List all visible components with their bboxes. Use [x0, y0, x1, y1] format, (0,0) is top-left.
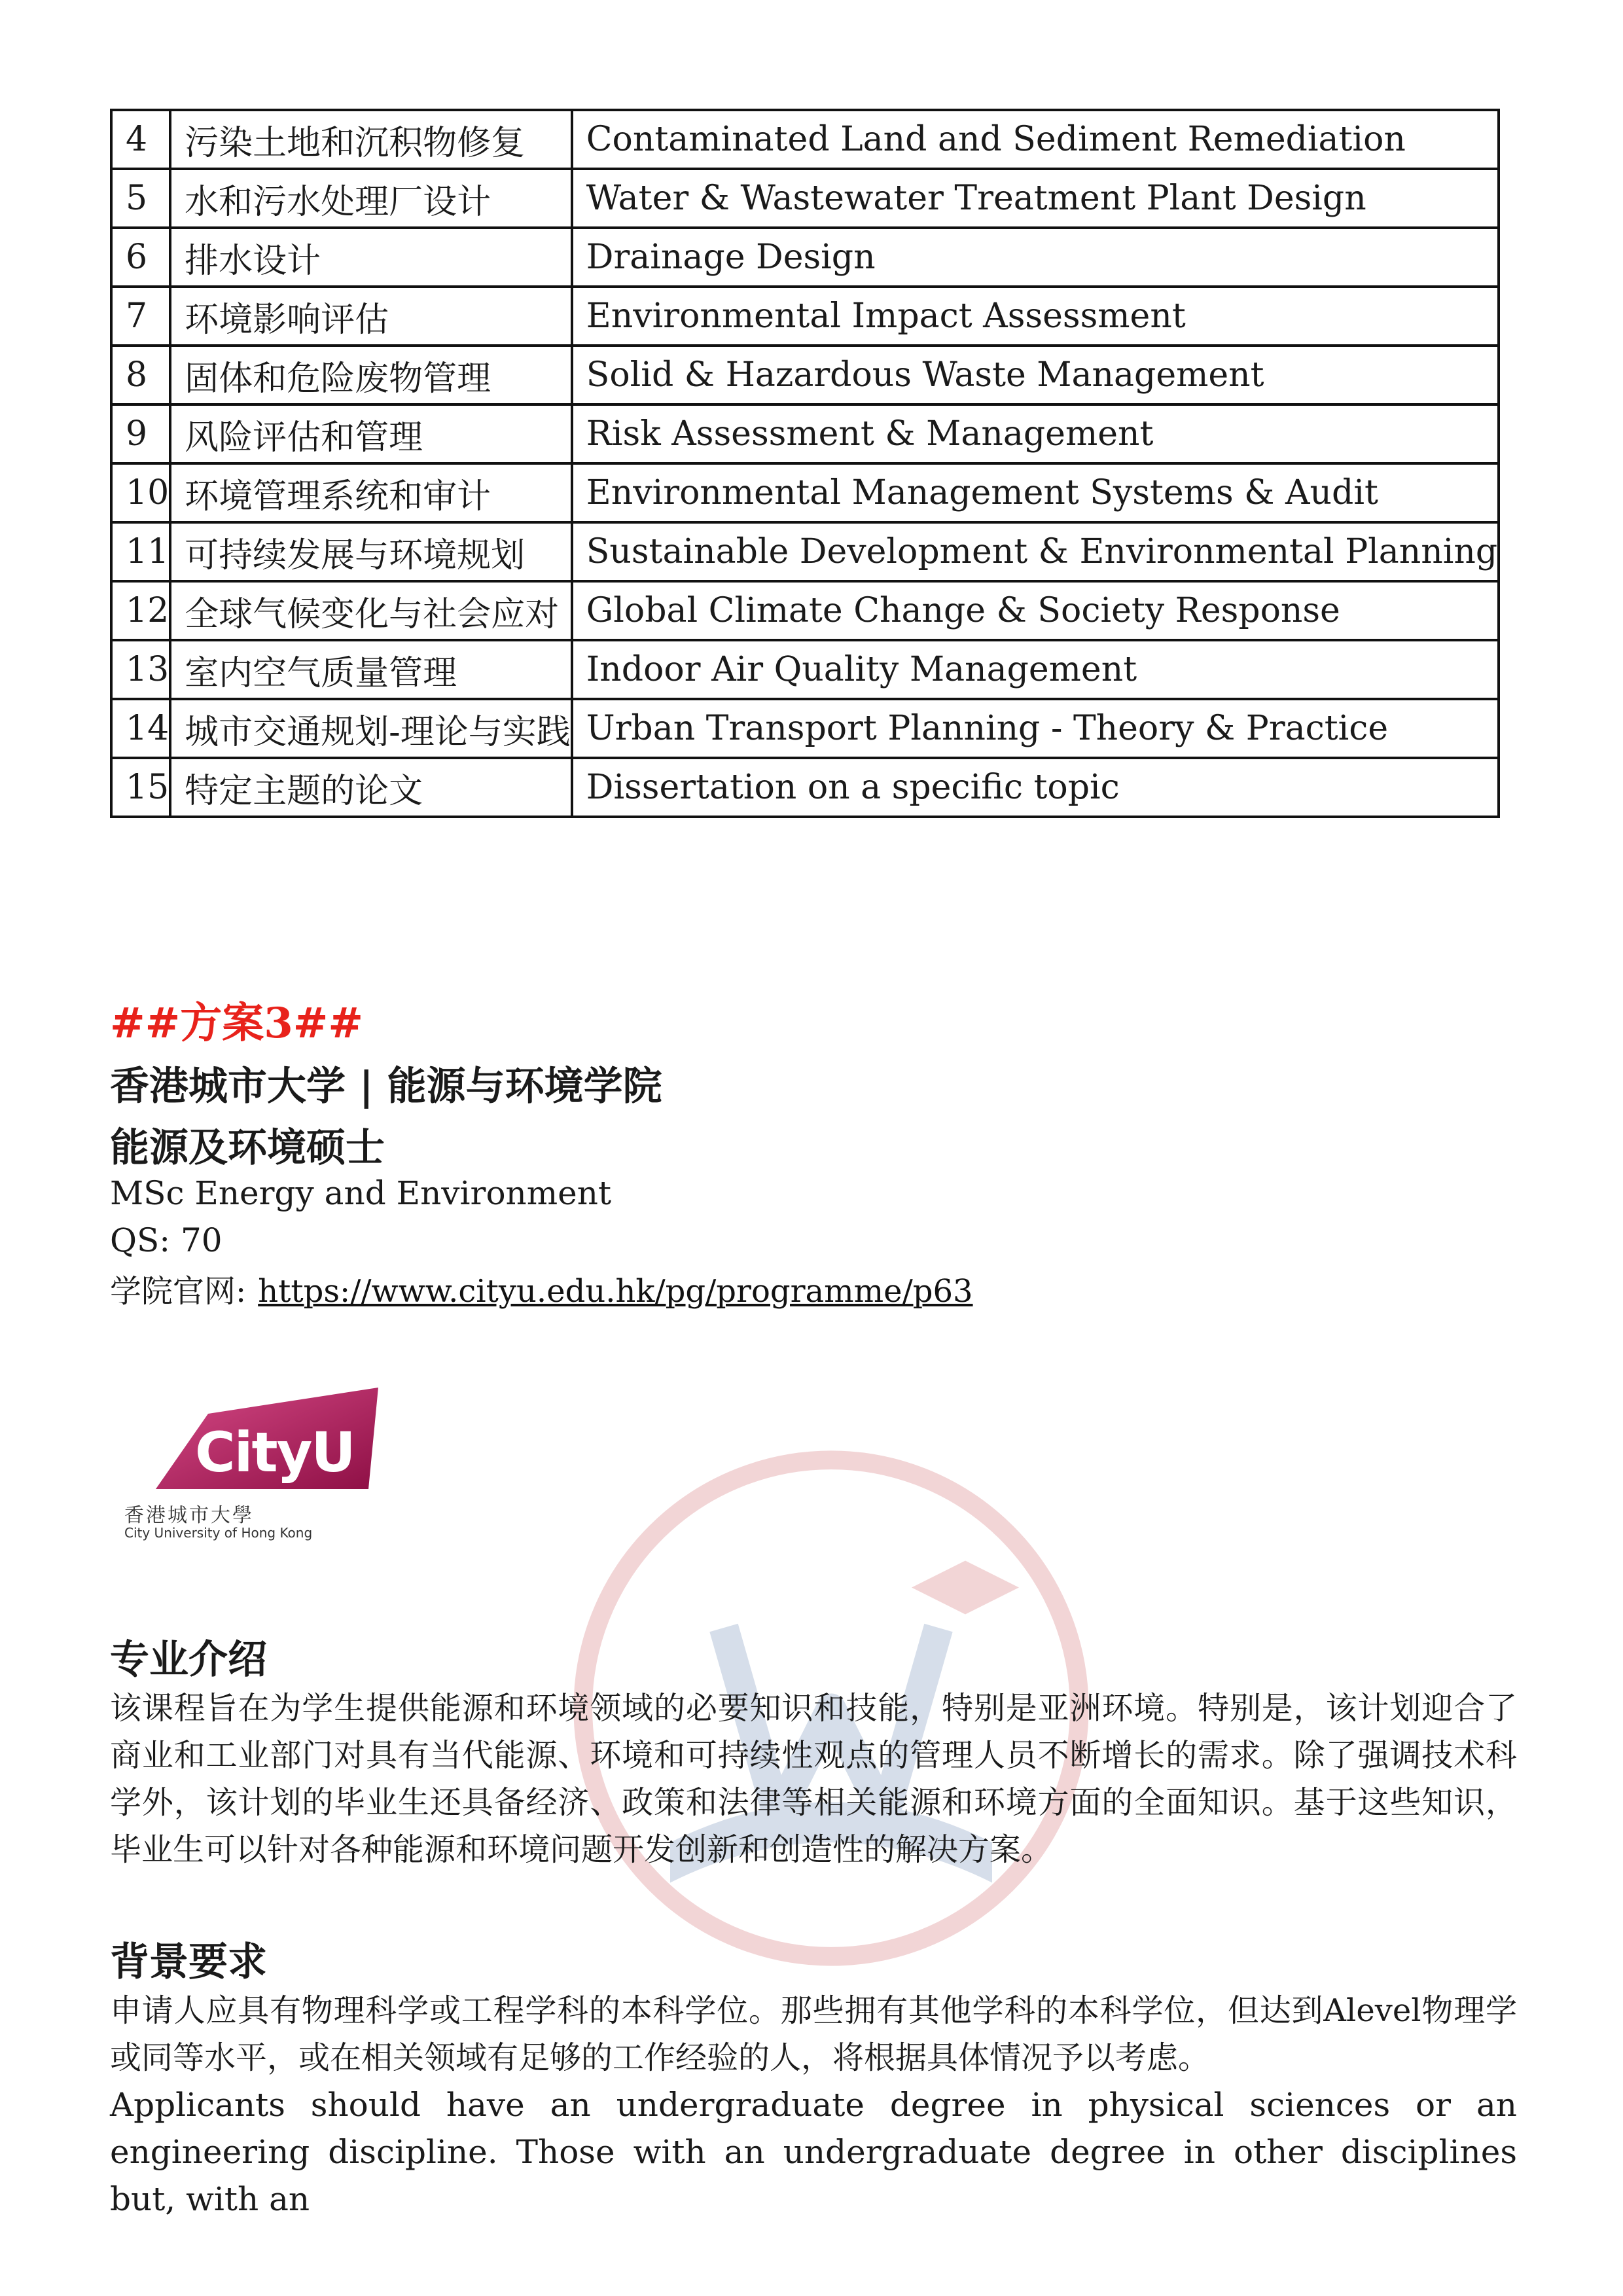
course-name-en: Dissertation on a specific topic [572, 758, 1499, 817]
table-row [111, 287, 1499, 346]
course-number: 6 [111, 228, 170, 287]
logo-word: CityU [195, 1420, 355, 1484]
university-title: 香港城市大学 | 能源与环境学院 [110, 1064, 662, 1109]
plan-heading: ##方案3## [110, 999, 364, 1048]
course-name-zh: 水和污水处理厂设计 [170, 169, 572, 228]
course-name-en: Environmental Management Systems & Audit [572, 463, 1499, 522]
course-name-zh: 环境管理系统和审计 [170, 463, 572, 522]
background-text-zh: 申请人应具有物理科学或工程学科的本科学位。那些拥有其他学科的本科学位，但达到Alevel物理学或同等水平，或在相关领域有足够的工作经验的人，将根据具体情况予以考虑。 [110, 1992, 1517, 2076]
course-name-zh: 室内空气质量管理 [170, 640, 572, 699]
table-row [111, 110, 1499, 169]
course-name-zh: 环境影响评估 [170, 287, 572, 346]
table-row [111, 581, 1499, 640]
course-name-zh: 城市交通规划-理论与实践 [170, 699, 572, 758]
table-row [111, 228, 1499, 287]
course-name-en: Global Climate Change & Society Response [572, 581, 1499, 640]
background-heading: 背景要求 [110, 1939, 267, 1985]
course-number: 5 [111, 169, 170, 228]
table-row [111, 463, 1499, 522]
course-name-zh: 全球气候变化与社会应对 [170, 581, 572, 640]
intro-text: 该课程旨在为学生提供能源和环境领域的必要知识和技能，特别是亚洲环境。特别是，该计划迎合了商业和工业部门对具有当代能源、环境和可持续性观点的管理人员不断增长的需求。除了强调技术科学外，该计划的毕业生还具备经济、政策和法律等相关能源和环境方面的全面知识。基于这些知识，毕业生可以针对各种能源和环境问题开发创新和创造性的解决方案。 [110, 1690, 1517, 1868]
course-name-zh: 固体和危险废物管理 [170, 346, 572, 404]
course-name-en: Environmental Impact Assessment [572, 287, 1499, 346]
website-link[interactable]: https://www.cityu.edu.hk/pg/programme/p63 [258, 1273, 973, 1310]
course-name-en: Drainage Design [572, 228, 1499, 287]
table-row [111, 404, 1499, 463]
table-row [111, 522, 1499, 581]
course-number: 12 [111, 581, 170, 640]
table-row [111, 699, 1499, 758]
course-number: 11 [111, 522, 170, 581]
course-name-en: Contaminated Land and Sediment Remediation [572, 110, 1499, 169]
course-name-zh: 污染土地和沉积物修复 [170, 110, 572, 169]
course-number: 15 [111, 758, 170, 817]
website-line [110, 1266, 973, 1311]
program-title-en: MSc Energy and Environment [110, 1174, 612, 1212]
course-name-zh: 排水设计 [170, 228, 572, 287]
course-table [110, 109, 1500, 818]
website-label: 学院官网: [110, 1273, 247, 1310]
qs-ranking: QS: 70 [110, 1221, 223, 1259]
cityu-logo [110, 1374, 385, 1571]
course-name-zh: 风险评估和管理 [170, 404, 572, 463]
course-number: 9 [111, 404, 170, 463]
course-number: 8 [111, 346, 170, 404]
course-name-en: Solid & Hazardous Waste Management [572, 346, 1499, 404]
course-name-en: Sustainable Development & Environmental Planning [572, 522, 1499, 581]
course-name-en: Urban Transport Planning - Theory & Practice [572, 699, 1499, 758]
logo-text-en: City University of Hong Kong [124, 1525, 313, 1541]
table-row [111, 346, 1499, 404]
table-row [111, 758, 1499, 817]
course-number: 13 [111, 640, 170, 699]
course-number: 7 [111, 287, 170, 346]
logo-text-zh: 香港城市大學 [124, 1504, 254, 1527]
background-text-en: Applicants should have an undergraduate degree in physical sciences or an engineering discipline. Those with an undergraduate degree in other disciplines but, with an [110, 2086, 1517, 2218]
program-title-zh: 能源及环境硕士 [110, 1125, 385, 1171]
course-number: 14 [111, 699, 170, 758]
course-name-zh: 特定主题的论文 [170, 758, 572, 817]
course-name-en: Risk Assessment & Management [572, 404, 1499, 463]
intro-heading: 专业介绍 [110, 1637, 267, 1683]
table-row [111, 640, 1499, 699]
course-number: 10 [111, 463, 170, 522]
course-number: 4 [111, 110, 170, 169]
course-name-en: Indoor Air Quality Management [572, 640, 1499, 699]
table-row [111, 169, 1499, 228]
course-name-zh: 可持续发展与环境规划 [170, 522, 572, 581]
course-name-en: Water & Wastewater Treatment Plant Design [572, 169, 1499, 228]
